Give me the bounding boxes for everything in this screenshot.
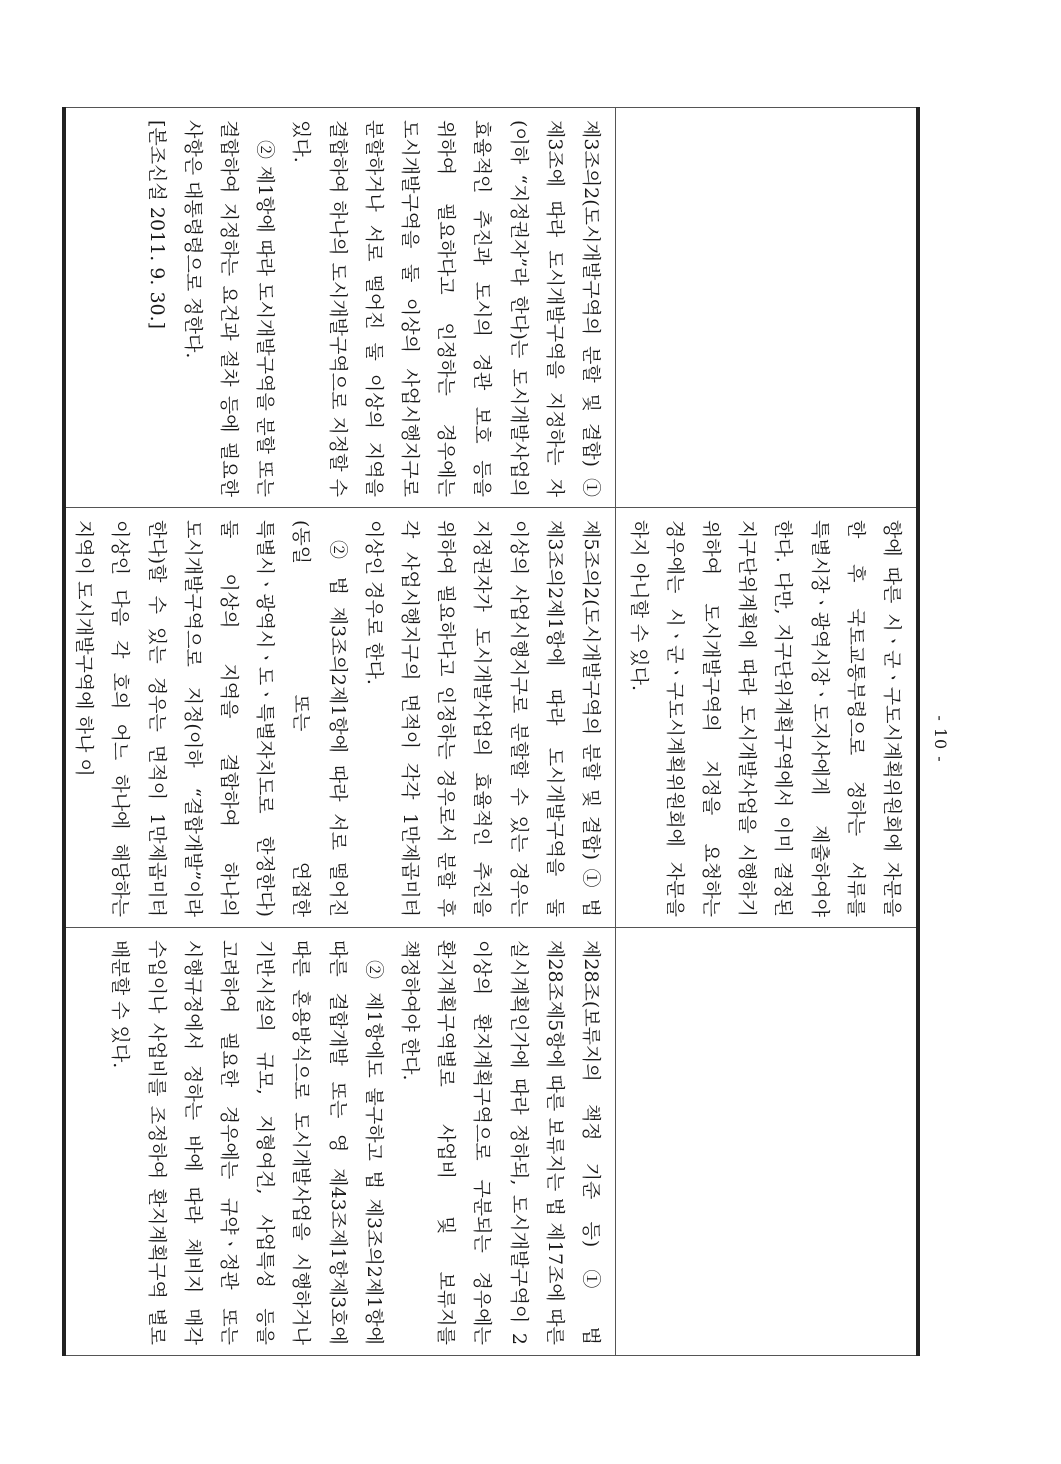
table-cell-decree-top <box>616 508 919 928</box>
table-row <box>616 108 919 1356</box>
table-cell-law-top <box>616 108 919 508</box>
table-row <box>64 108 616 1356</box>
page-number: - 10 - <box>931 715 950 763</box>
table-cell-law <box>64 108 616 508</box>
law-article-paragraph-2: ② 제1항에 따라 도시개발구역을 분할 또는 결합하여 지정하는 요건과 절차 등에 필요한 사항은 대통령령으로 정한다. <box>181 120 277 497</box>
law-article-paragraph-1: 제3조의2(도시개발구역의 분할 및 결합) ① 제3조에 따라 도시개발구역을 지정하는 자(이하 “지정권자”라 한다)는 도시개발사업의 효율적인 추진과 도시의 경관 보호 등을 위하여 필요하다고 인정하는 경우에는 도시개발구역을 둘 이상의 사업시행지구로 분할하거나 서로 떨어진 둘 이상의 지역을 결합하여 하나의 도시개발구역으로 지정할 수 있다. <box>290 120 602 497</box>
decree-continued-text: 항에 따른 시ㆍ군ㆍ구도시계획위원회에 자문을 한 후 국토교통부령으로 정하는 서류를 특별시장ㆍ광역시장ㆍ도지사에게 제출하여야 한다. 다만, 지구단위계획구역에서 이미 결정된 지구단위계획에 따라 도시개발사업을 시행하기 위하여 도시개발구역의 지정을 요청하는 경우에는 시ㆍ군ㆍ구도시계획위원회에 자문을 하지 아니할 수 있다. <box>627 520 903 917</box>
rotated-page <box>73 107 950 1371</box>
table-cell-rule-top <box>616 928 919 1356</box>
decree-article-paragraph-1: 제5조의2(도시개발구역의 분할 및 결합) ① 법 제3조의2제1항에 따라 도시개발구역을 둘 이상의 사업시행지구로 분할할 수 있는 경우는 지정권자가 도시개발사업의 효율적인 추진을 위하여 필요하다고 인정하는 경우로서 분할 후 각 사업시행지구의 면적이 각각 1만제곱미터 이상인 경우로 한다. <box>362 520 602 917</box>
decree-article-paragraph-2: ② 법 제3조의2제1항에 따라 서로 떨어진 (동일 또는 연접한 특별시ㆍ광역시ㆍ도ㆍ특별자치도로 한정한다) 둘 이상의 지역을 결합하여 하나의 도시개발구역으로 지정(이하 “결합개발”이라 한다)할 수 있는 경우는 면적이 1만제곱미터 이상인 다음 각 호의 어느 하나에 해당하는 지역이 도시개발구역에 하나 이 <box>73 520 349 917</box>
rule-article-paragraph-1: 제28조(보류지의 책정 기준 등) ① 법 제28조제5항에 따른 보류지는 법 제17조에 따른 실시계획인가에 따라 정하되, 도시개발구역이 2 이상의 환지계획구역으로 구분되는 경우에는 환지계획구역별로 사업비 및 보류지를 책정하여야 한다. <box>398 940 602 1345</box>
law-article-note: [본조신설 2011. 9. 30.] <box>145 120 168 330</box>
table-cell-decree <box>64 508 616 928</box>
rule-article-paragraph-2: ② 제1항에도 불구하고 법 제3조의2제1항에 따른 결합개발 또는 영 제43조제1항제3호에 따른 혼용방식으로 도시개발사업을 시행하거나 기반시설의 규모, 지형여건, 사업특성 등을 고려하여 필요한 경우에는 규약ㆍ정관 또는 시행규정에서 정하는 바에 따라 체비지 매각 수입이나 사업비를 조정하여 환지계획구역 별로 배분할 수 있다. <box>109 940 385 1345</box>
table-cell-rule <box>64 928 616 1356</box>
comparison-table <box>62 107 920 1356</box>
